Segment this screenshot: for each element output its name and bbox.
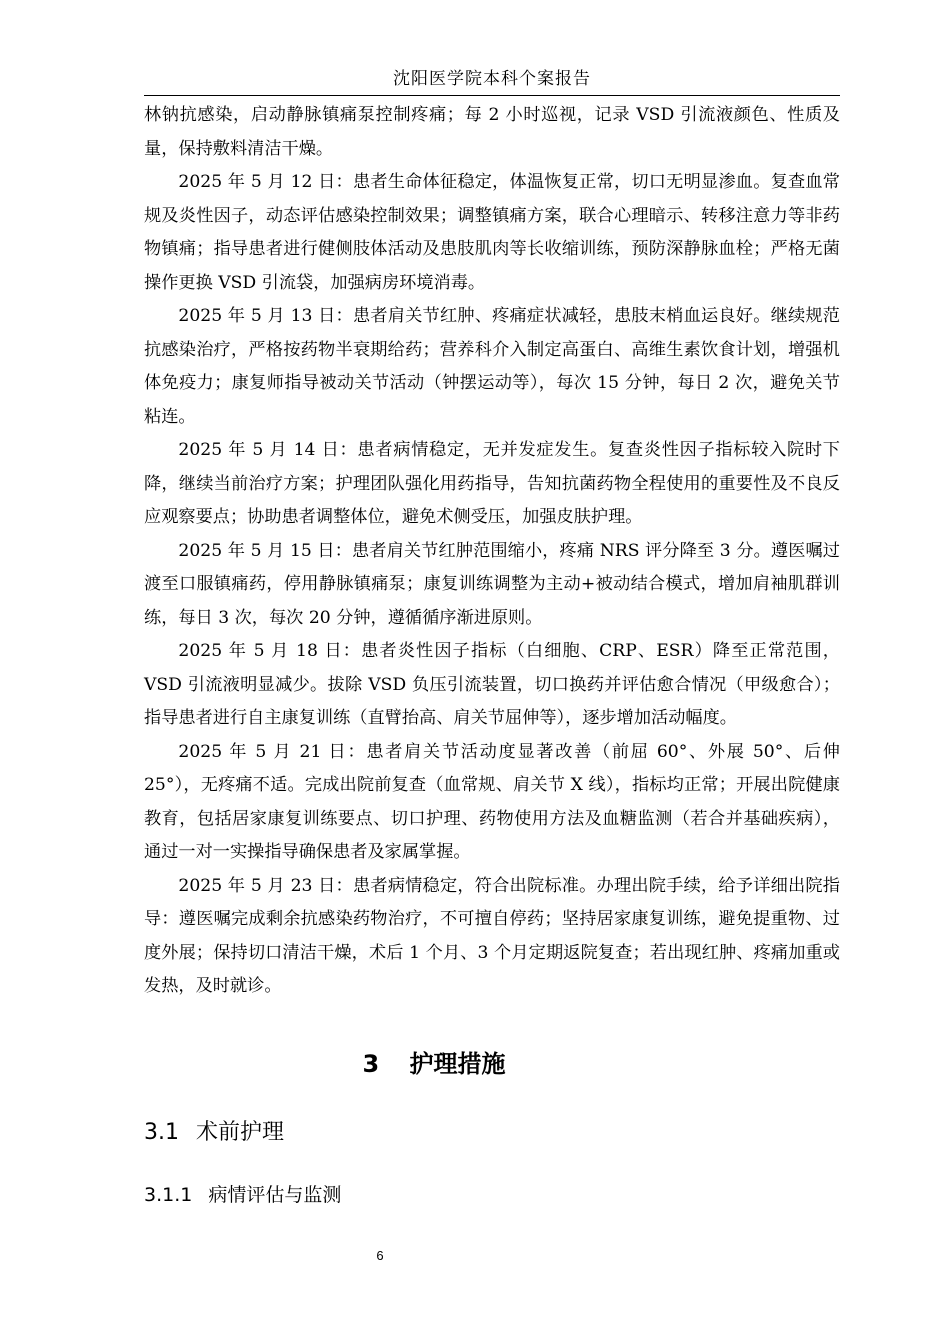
body-text bbox=[144, 99, 840, 1004]
paragraph-may-14: 2025 年 5 月 14 日：患者病情稳定，无并发症发生。复查炎性因子指标较入院时下降，继续当前治疗方案；护理团队强化用药指导，告知抗菌药物全程使用的重要性及不良反应观察要点；协助患者调整体位，避免术侧受压，加强皮肤护理。 bbox=[144, 440, 840, 527]
paragraph-may-23: 2025 年 5 月 23 日：患者病情稳定，符合出院标准。办理出院手续，给予详细出院指导：遵医嘱完成剩余抗感染药物治疗，不可擅自停药；坚持居家康复训练，避免提重物、过度外展；保持切口清洁干燥，术后 1 个月、3 个月定期返院复查；若出现红肿、疼痛加重或发热，及时就诊。 bbox=[144, 875, 840, 996]
paragraph-may-12: 2025 年 5 月 12 日：患者生命体征稳定，体温恢复正常，切口无明显渗血。复查血常规及炎性因子，动态评估感染控制效果；调整镇痛方案，联合心理暗示、转移注意力等非药物镇痛；指导患者进行健侧肢体活动及患肢肌肉等长收缩训练，预防深静脉血栓；严格无菌操作更换 VSD 引流袋，加强病房环境消毒。 bbox=[144, 172, 840, 293]
subsubsection-number: 3.1.1 bbox=[144, 1184, 193, 1206]
paragraph-may-18: 2025 年 5 月 18 日：患者炎性因子指标（白细胞、CRP、ESR）降至正常范围，VSD 引流液明显减少。拔除 VSD 负压引流装置，切口换药并评估愈合情况（甲级愈合）；指导患者进行自主康复训练（直臂抬高、肩关节屈伸等），逐步增加活动幅度。 bbox=[144, 641, 840, 728]
subsubsection-title: 病情评估与监测 bbox=[208, 1184, 342, 1206]
paragraph-may-15: 2025 年 5 月 15 日：患者肩关节红肿范围缩小，疼痛 NRS 评分降至 3 分。遵医嘱过渡至口服镇痛药，停用静脉镇痛泵；康复训练调整为主动+被动结合模式，增加肩袖肌群训练，每日 3 次，每次 20 分钟，遵循循序渐进原则。 bbox=[144, 540, 840, 628]
paragraph-may-21: 2025 年 5 月 21 日：患者肩关节活动度显著改善（前屈 60°、外展 50°、后伸 25°），无疼痛不适。完成出院前复查（血常规、肩关节 X 线），指标均正常；开展出院健康教育，包括居家康复训练要点、切口护理、药物使用方法及血糖监测（若合并基础疾病），通过一对一实操指导确保患者及家属掌握。 bbox=[144, 741, 840, 862]
running-header: 沈阳医学院本科个案报告 bbox=[393, 69, 591, 89]
subsection-title: 术前护理 bbox=[196, 1120, 285, 1145]
header-rule bbox=[144, 95, 840, 96]
subsection-number: 3.1 bbox=[144, 1120, 179, 1145]
paragraph-continued: 林钠抗感染，启动静脉镇痛泵控制疼痛；每 2 小时巡视，记录 VSD 引流液颜色、性质及量，保持敷料清洁干燥。 bbox=[144, 105, 840, 159]
subsection-heading bbox=[144, 1115, 284, 1146]
section-title: 护理措施 bbox=[409, 1050, 506, 1078]
page-number: 6 bbox=[376, 1248, 384, 1263]
subsubsection-heading bbox=[144, 1180, 341, 1207]
section-heading bbox=[144, 1044, 724, 1079]
section-number: 3 bbox=[362, 1050, 380, 1078]
paragraph-may-13: 2025 年 5 月 13 日：患者肩关节红肿、疼痛症状减轻，患肢末梢血运良好。继续规范抗感染治疗，严格按药物半衰期给药；营养科介入制定高蛋白、高维生素饮食计划，增强机体免疫力；康复师指导被动关节活动（钟摆运动等），每次 15 分钟，每日 2 次，避免关节粘连。 bbox=[144, 306, 840, 427]
